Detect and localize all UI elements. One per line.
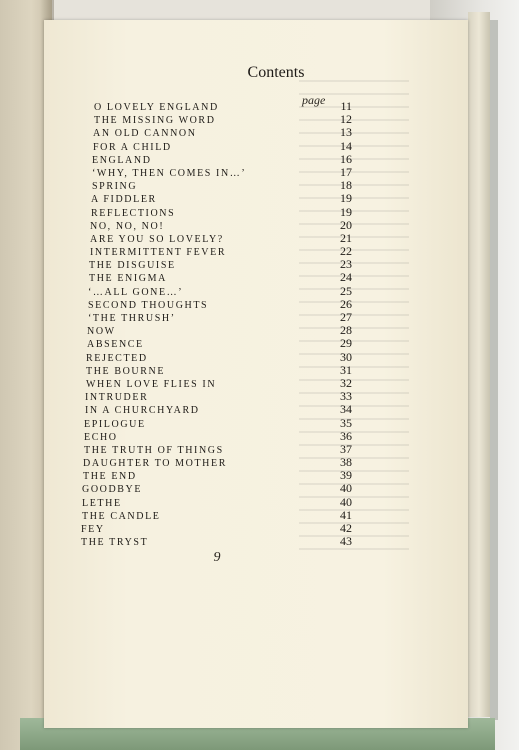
toc-entry-page: 34: [340, 402, 352, 417]
toc-entry: [44, 180, 468, 193]
toc-entry-title: THE ENIGMA: [89, 273, 167, 285]
toc-entry-title: SECOND THOUGHTS: [88, 299, 209, 311]
toc-entry: [44, 523, 468, 536]
dust-jacket-edge: [468, 12, 490, 717]
toc-entry-page: 19: [340, 191, 352, 206]
toc-entry: [44, 470, 468, 483]
toc-entry-page: 16: [340, 151, 352, 166]
toc-entry: [44, 375, 468, 391]
toc-entry-title: GOODBYE: [82, 484, 143, 496]
toc-entry-page: 13: [340, 125, 352, 140]
toc-entry: [44, 164, 468, 180]
toc-entry: [44, 217, 468, 233]
toc-entry-title: THE MISSING WORD: [94, 115, 216, 127]
toc-entry-page: 14: [340, 138, 352, 153]
toc-entry-page: 42: [340, 521, 352, 535]
toc-entry-page: 38: [340, 455, 352, 470]
toc-entry-title: INTRUDER: [85, 392, 149, 404]
toc-entry-title: DAUGHTER TO MOTHER: [83, 458, 227, 470]
toc-entry-title: NOW: [87, 326, 116, 338]
toc-entry-page: 26: [340, 296, 352, 311]
toc-entry-title: FEY: [81, 524, 105, 535]
toc-entry: [44, 230, 468, 246]
toc-entry: [44, 536, 468, 549]
toc-entry-title: NO, NO, NO!: [90, 220, 165, 232]
toc-entry-page: 43: [340, 534, 352, 549]
toc-entry-page: 40: [340, 481, 352, 496]
toc-entry: [44, 151, 468, 167]
toc-entry: [44, 457, 468, 470]
toc-entry: [44, 391, 468, 404]
toc-entry: [44, 494, 468, 510]
toc-entry: [44, 246, 468, 259]
toc-entry-page: 24: [340, 270, 352, 285]
toc-entry: [44, 272, 468, 285]
toc-entry-title: SPRING: [92, 181, 138, 193]
toc-entry-title: THE BOURNE: [86, 365, 166, 377]
toc-entry: [44, 138, 468, 154]
toc-entry-page: 41: [340, 507, 352, 522]
toc-entry-page: 28: [340, 323, 352, 338]
toc-entry-page: 20: [340, 217, 352, 232]
toc-entry: [44, 349, 468, 365]
toc-entry: [44, 114, 468, 127]
toc-entry-title: FOR A CHILD: [93, 141, 172, 153]
toc-entry-title: WHEN LOVE FLIES IN: [86, 378, 217, 390]
toc-entry-page: 35: [340, 415, 352, 430]
toc-entry: [44, 283, 468, 299]
toc-entry-title: INTERMITTENT FEVER: [90, 247, 227, 259]
toc-entry-title: AN OLD CANNON: [93, 128, 197, 140]
toc-entry-page: 11: [340, 99, 352, 113]
toc-entry-page: 30: [340, 349, 352, 364]
toc-entry-title: REFLECTIONS: [91, 207, 176, 219]
toc-entry: [44, 362, 468, 378]
toc-entry-title: ARE YOU SO LOVELY?: [90, 233, 224, 245]
toc-entry-page: 25: [340, 283, 352, 298]
toc-entry-page: 31: [340, 362, 352, 377]
toc-entry-title: ‘…ALL GONE…’: [88, 286, 184, 298]
toc-entry-title: LETHE: [82, 497, 122, 509]
toc-entry-title: IN A CHURCHYARD: [85, 405, 200, 417]
toc-entry-page: 33: [340, 389, 352, 404]
table-of-contents: [44, 93, 468, 549]
toc-entry: [44, 312, 468, 325]
toc-entry-page: 17: [340, 164, 352, 179]
toc-entry-page: 12: [340, 112, 352, 127]
toc-entry-page: 40: [340, 494, 352, 509]
toc-entry-page: 27: [340, 310, 352, 324]
page-number: 9: [213, 550, 221, 565]
toc-entry-title: ABSENCE: [87, 339, 144, 351]
toc-entry: [44, 259, 468, 272]
toc-entry: [44, 404, 468, 417]
toc-entry: [44, 127, 468, 140]
toc-entry-page: 37: [340, 441, 352, 456]
toc-entry: [44, 483, 468, 496]
toc-entry-page: 39: [340, 468, 352, 483]
toc-entry-page: 36: [340, 428, 352, 443]
toc-entry-title: ‘THE THRUSH’: [88, 313, 176, 324]
toc-entry: [44, 193, 468, 206]
dust-jacket-edge-inner: [490, 20, 498, 720]
contents-page: [44, 20, 468, 728]
toc-entry-title: A FIDDLER: [91, 194, 157, 206]
toc-entry: [44, 325, 468, 338]
toc-entry-title: REJECTED: [86, 352, 148, 364]
toc-entry-title: ‘WHY, THEN COMES IN…’: [92, 167, 247, 179]
toc-entry-title: ECHO: [84, 431, 118, 443]
toc-entry-page: 23: [340, 257, 352, 272]
toc-entry-page: 18: [340, 178, 352, 193]
toc-entry: [44, 296, 468, 312]
toc-entry-title: O LOVELY ENGLAND: [94, 102, 219, 113]
toc-entry-page: 32: [340, 375, 352, 390]
toc-entry-page: 21: [340, 230, 352, 245]
toc-entry: [44, 415, 468, 431]
toc-entry: [44, 441, 468, 457]
toc-entry-title: THE END: [83, 471, 137, 483]
toc-entry: [44, 204, 468, 220]
page-column-label: page: [302, 93, 326, 107]
toc-entry-title: THE TRYST: [81, 537, 149, 549]
toc-entry-title: THE CANDLE: [82, 510, 161, 522]
toc-entry: [44, 338, 468, 351]
toc-entry-page: 19: [340, 204, 352, 219]
toc-entry: [44, 507, 468, 523]
toc-entry-title: THE DISGUISE: [89, 260, 176, 272]
toc-entry: [44, 101, 468, 114]
toc-entry-title: EPILOGUE: [84, 418, 146, 430]
toc-entry-page: 22: [340, 244, 352, 259]
toc-entry: [44, 428, 468, 444]
toc-entry-title: THE TRUTH OF THINGS: [84, 444, 224, 456]
toc-entry-title: ENGLAND: [92, 154, 152, 166]
page-title: Contents: [247, 64, 305, 81]
toc-entry-page: 29: [340, 336, 352, 351]
